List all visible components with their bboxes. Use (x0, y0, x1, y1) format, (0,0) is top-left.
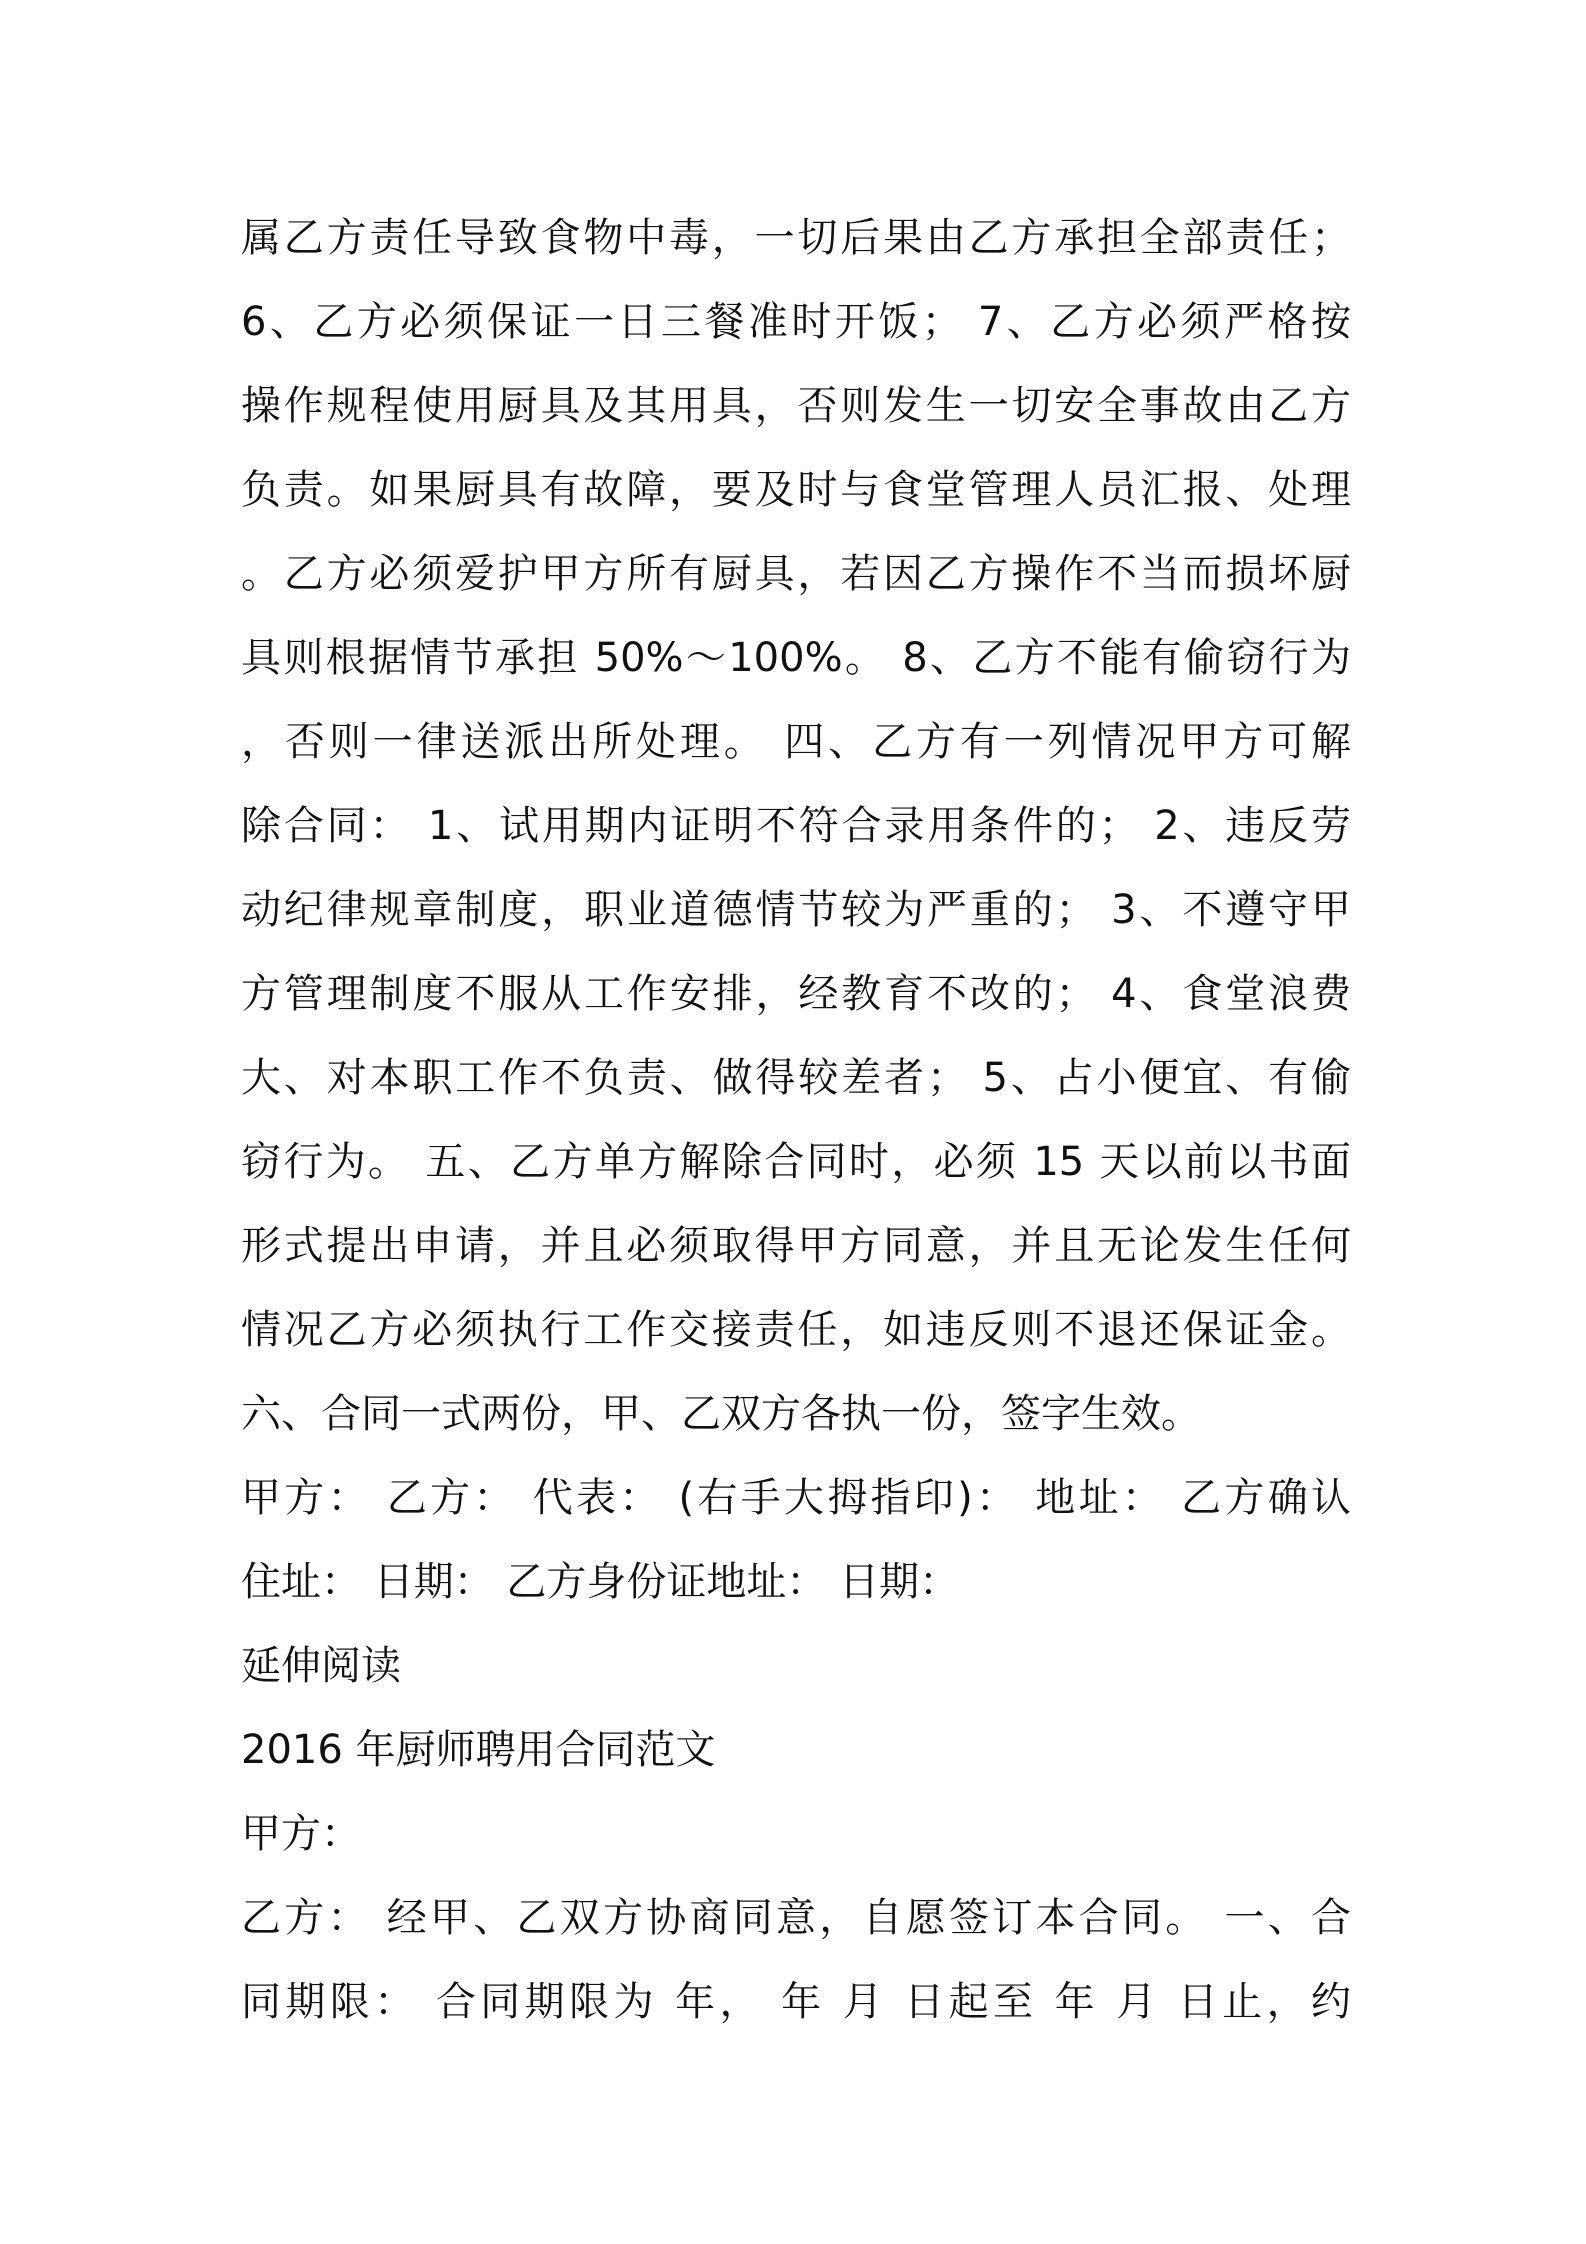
text-line-17: 住址： 日期： 乙方身份证地址： 日期： (241, 1559, 960, 1605)
document-body (241, 196, 1351, 2044)
text-line-11: 大、对本职工作不负责、做得较差者； 5、占小便宜、有偷 (241, 1055, 1351, 1101)
text-line-3: 操作规程使用厨具及其用具，否则发生一切安全事故由乙方 (241, 383, 1351, 429)
text-line-4: 负责。如果厨具有故障，要及时与食堂管理人员汇报、处理 (241, 467, 1351, 513)
text-line-12: 窃行为。 五、乙方单方解除合同时，必须 15 天以前以书面 (241, 1139, 1351, 1185)
text-line-9: 动纪律规章制度，职业道德情节较为严重的； 3、不遵守甲 (241, 887, 1351, 933)
text-line-6: 具则根据情节承担 50%～100%。 8、乙方不能有偷窃行为 (241, 635, 1351, 681)
text-line-8: 除合同： 1、试用期内证明不符合录用条件的； 2、违反劳 (241, 803, 1351, 849)
text-line-22: 同期限： 合同期限为 年， 年 月 日起至 年 月 日止，约 (241, 1979, 1351, 2025)
text-line-19: 2016 年厨师聘用合同范文 (241, 1727, 716, 1773)
text-line-7: ，否则一律送派出所处理。 四、乙方有一列情况甲方可解 (241, 719, 1351, 765)
text-line-14: 情况乙方必须执行工作交接责任，如违反则不退还保证金。 (241, 1307, 1351, 1353)
text-line-21: 乙方： 经甲、乙双方协商同意，自愿签订本合同。 一、合 (241, 1895, 1351, 1941)
text-line-10: 方管理制度不服从工作安排，经教育不改的； 4、食堂浪费 (241, 971, 1351, 1017)
text-line-1: 属乙方责任导致食物中毒，一切后果由乙方承担全部责任； (241, 215, 1351, 261)
text-line-16: 甲方： 乙方： 代表： (右手大拇指印)： 地址： 乙方确认 (241, 1475, 1351, 1521)
text-line-20: 甲方： (241, 1811, 361, 1857)
text-line-18: 延伸阅读 (241, 1643, 401, 1689)
text-line-13: 形式提出申请，并且必须取得甲方同意，并且无论发生任何 (241, 1223, 1351, 1269)
text-line-15: 六、合同一式两份，甲、乙双方各执一份，签字生效。 (241, 1391, 1201, 1437)
text-line-2: 6、乙方必须保证一日三餐准时开饭； 7、乙方必须严格按 (241, 299, 1351, 345)
text-line-5: 。乙方必须爱护甲方所有厨具，若因乙方操作不当而损坏厨 (241, 551, 1351, 597)
